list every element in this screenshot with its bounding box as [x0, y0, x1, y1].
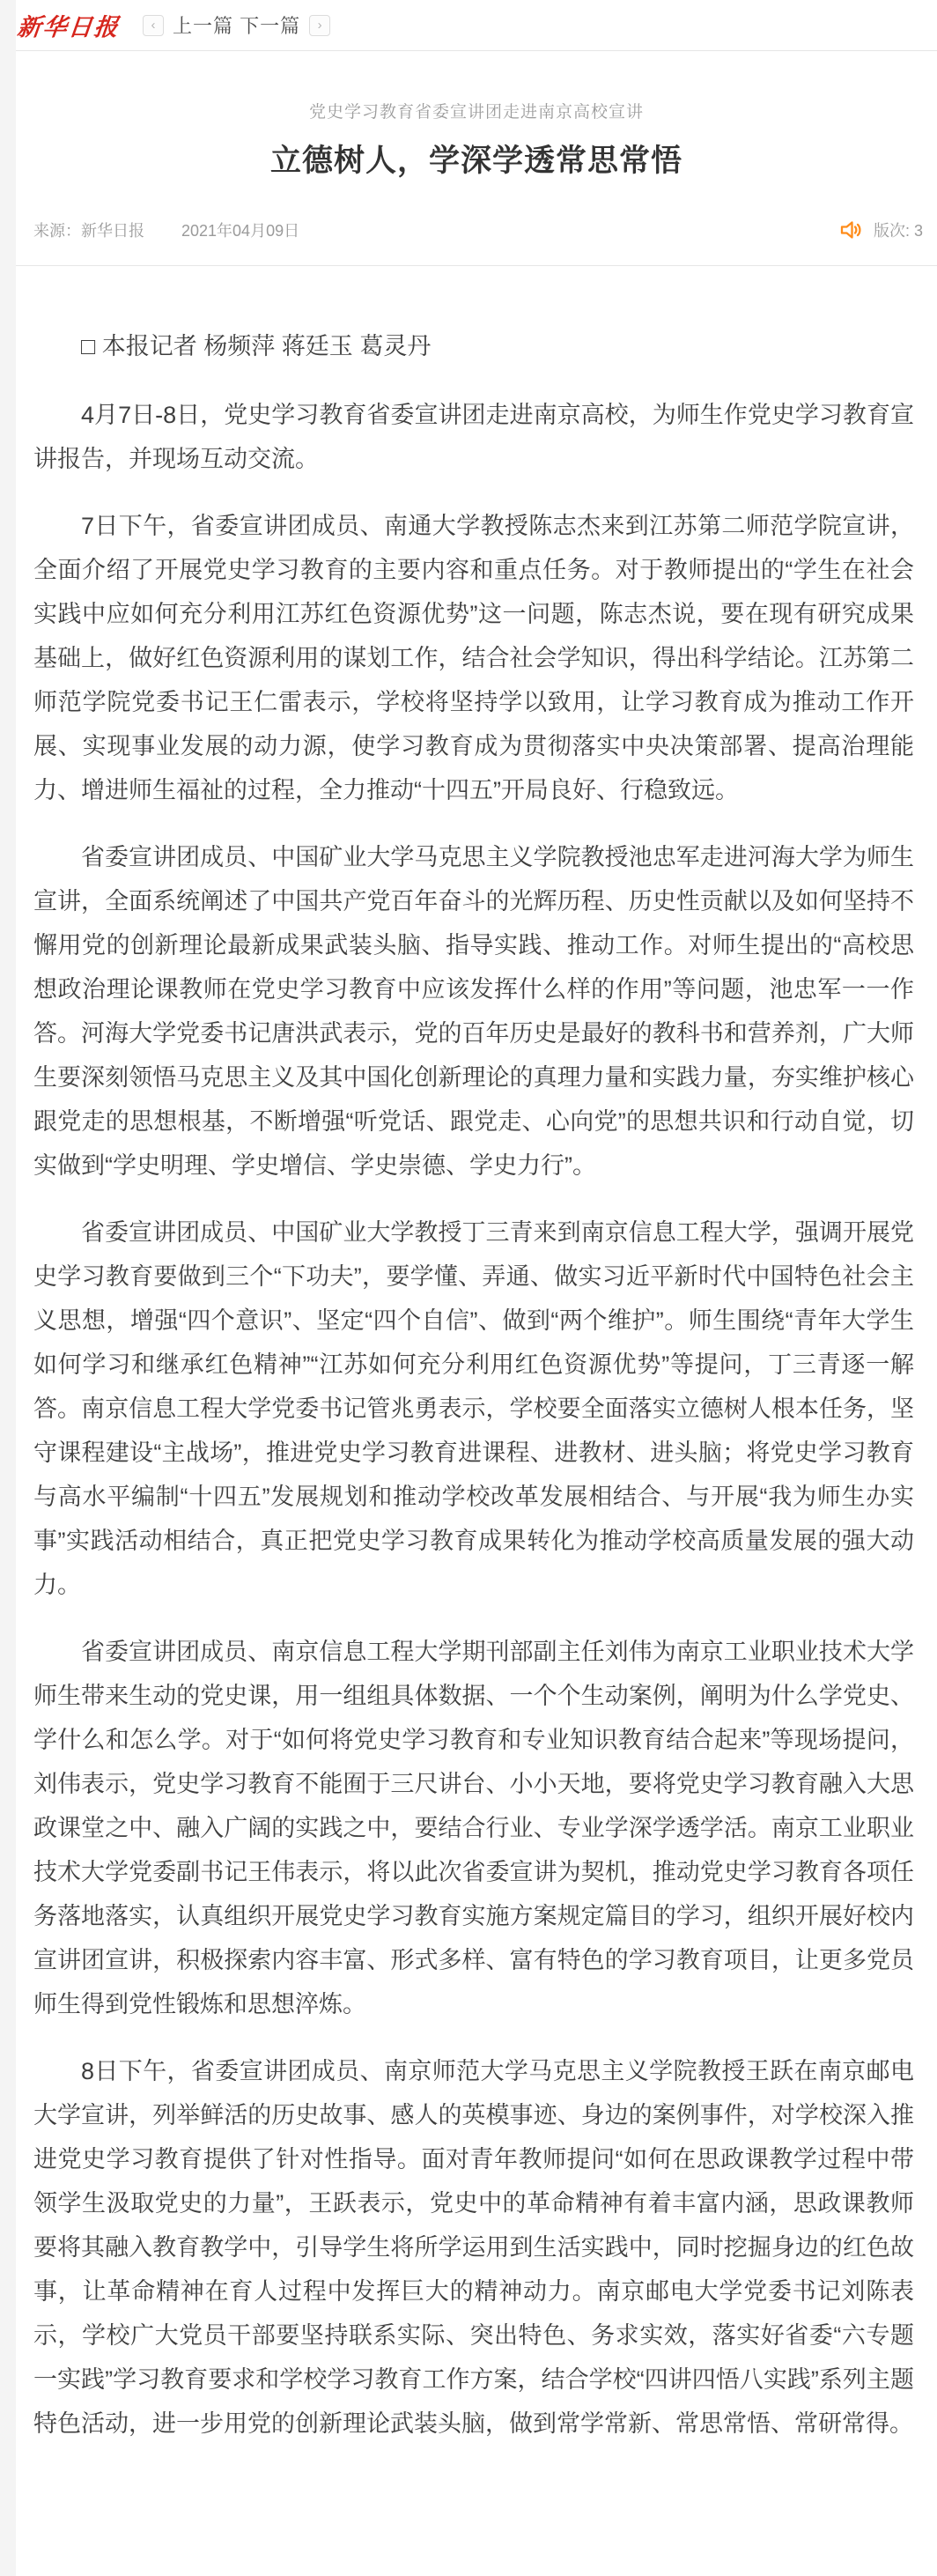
title-block	[16, 51, 937, 181]
xinhua-daily-logo[interactable]: 新华日报	[16, 14, 122, 41]
article-paragraph: 8日下午，省委宣讲团成员、南京师范大学马克思主义学院教授王跃在南京邮电大学宣讲，列举鲜活的历史故事、感人的英模事迹、身边的案例事件，对学校深入推进党史学习教育提供了针对性指导。面对青年教师提问“如何在思政课教学过程中带领学生汲取党史的力量”，王跃表示，党史中的革命精神有着丰富内涵，思政课教师要将其融入教育教学中，引导学生将所学运用到生活实践中，同时挖掘身边的红色故事，让革命精神在育人过程中发挥巨大的精神动力。南京邮电大学党委书记刘陈表示，学校广大党员干部要坚持联系实际、突出特色、务求实效，落实好省委“六专题一实践”学习教育要求和学校学习教育工作方案，结合学校“四讲四悟八实践”系列主题特色活动，进一步用党的创新理论武装头脑，做到常学常新、常思常悟、常研常得。	[33, 2058, 914, 2437]
page-left-margin	[0, 0, 16, 2576]
article-nav	[143, 11, 330, 39]
article-card	[16, 0, 937, 2521]
next-article-button[interactable]: ›	[309, 15, 330, 36]
article-paragraph: 省委宣讲团成员、中国矿业大学教授丁三青来到南京信息工程大学，强调开展党史学习教育要做到三个“下功夫”，要学懂、弄通、做实习近平新时代中国特色社会主义思想，增强“四个意识”、坚定“四个自信”、做到“两个维护”。师生围绕“青年大学生如何学习和继承红色精神”“江苏如何充分利用红色资源优势”等提问，丁三青逐一解答。南京信息工程大学党委书记管兆勇表示，学校要全面落实立德树人根本任务，坚守课程建设“主战场”，推进党史学习教育进课程、进教材、进头脑；将党史学习教育与高水平编制“十四五”发展规划和推动学校改革发展相结合、与开展“我为师生办实事”实践活动相结合，真正把党史学习教育成果转化为推动学校高质量发展的强大动力。	[33, 1219, 914, 1598]
byline: □ 本报记者 杨频萍 蒋廷玉 葛灵丹	[81, 333, 432, 359]
prev-next-label[interactable]: 上一篇 下一篇	[173, 15, 301, 37]
article-source: 来源：新华日报	[33, 222, 144, 240]
speaker-audio-icon[interactable]	[838, 218, 863, 242]
article-date: 2021年04月09日	[181, 222, 300, 240]
article-meta-row	[16, 218, 937, 266]
article-paragraph: 4月7日-8日，党史学习教育省委宣讲团走进南京高校，为师生作党史学习教育宣讲报告，并现场互动交流。	[33, 402, 914, 472]
meta-right-group	[838, 218, 923, 242]
previous-article-button[interactable]: ‹	[143, 15, 164, 36]
article-paragraph: 省委宣讲团成员、中国矿业大学马克思主义学院教授池忠军走进河海大学为师生宣讲，全面系统阐述了中国共产党百年奋斗的光辉历程、历史性贡献以及如何坚持不懈用党的创新理论最新成果武装头脑、指导实践、推动工作。对师生提出的“高校思想政治理论课教师在党史学习教育中应该发挥什么样的作用”等问题，池忠军一一作答。河海大学党委书记唐洪武表示，党的百年历史是最好的教科书和营养剂，广大师生要深刻领悟马克思主义及其中国化创新理论的真理力量和实践力量，夯实维护核心跟党走的思想根基，不断增强“听党话、跟党走、心向党”的思想共识和行动自觉，切实做到“学史明理、学史增信、学史崇德、学史力行”。	[33, 844, 914, 1179]
article-paragraph: 7日下午，省委宣讲团成员、南通大学教授陈志杰来到江苏第二师范学院宣讲，全面介绍了开展党史学习教育的主要内容和重点任务。对于教师提出的“学生在社会实践中应如何充分利用江苏红色资源优势”这一问题，陈志杰说，要在现有研究成果基础上，做好红色资源利用的谋划工作，结合社会学知识，得出科学结论。江苏第二师范学院党委书记王仁雷表示，学校将坚持学以致用，让学习教育成为推动工作开展、实现事业发展的动力源，使学习教育成为贯彻落实中央决策部署、提高治理能力、增进师生福祉的过程，全力推动“十四五”开局良好、行稳致远。	[33, 513, 914, 803]
article-kicker: 党史学习教育省委宣讲团走进南京高校宣讲	[308, 103, 644, 122]
article-title: 立德树人，学深学透常思常悟	[269, 144, 682, 178]
article-paragraph: 省委宣讲团成员、南京信息工程大学期刊部副主任刘伟为南京工业职业技术大学师生带来生动的党史课，用一组组具体数据、一个个生动案例，阐明为什么学党史、学什么和怎么学。对于“如何将党史学习教育和专业知识教育结合起来”等现场提问，刘伟表示，党史学习教育不能囿于三尺讲台、小小天地，要将党史学习教育融入大思政课堂之中、融入广阔的实践之中，要结合行业、专业学深学透学活。南京工业职业技术大学党委副书记王伟表示，将以此次省委宣讲为契机，推动党史学习教育各项任务落地落实，认真组织开展党史学习教育实施方案规定篇目的学习，组织开展好校内宣讲团宣讲，积极探索内容丰富、形式多样、富有特色的学习教育项目，让更多党员师生得到党性锻炼和思想淬炼。	[33, 1639, 914, 2017]
article-body	[16, 266, 937, 2521]
edition-number: 版次: 3	[873, 222, 923, 240]
header-bar	[16, 0, 937, 51]
